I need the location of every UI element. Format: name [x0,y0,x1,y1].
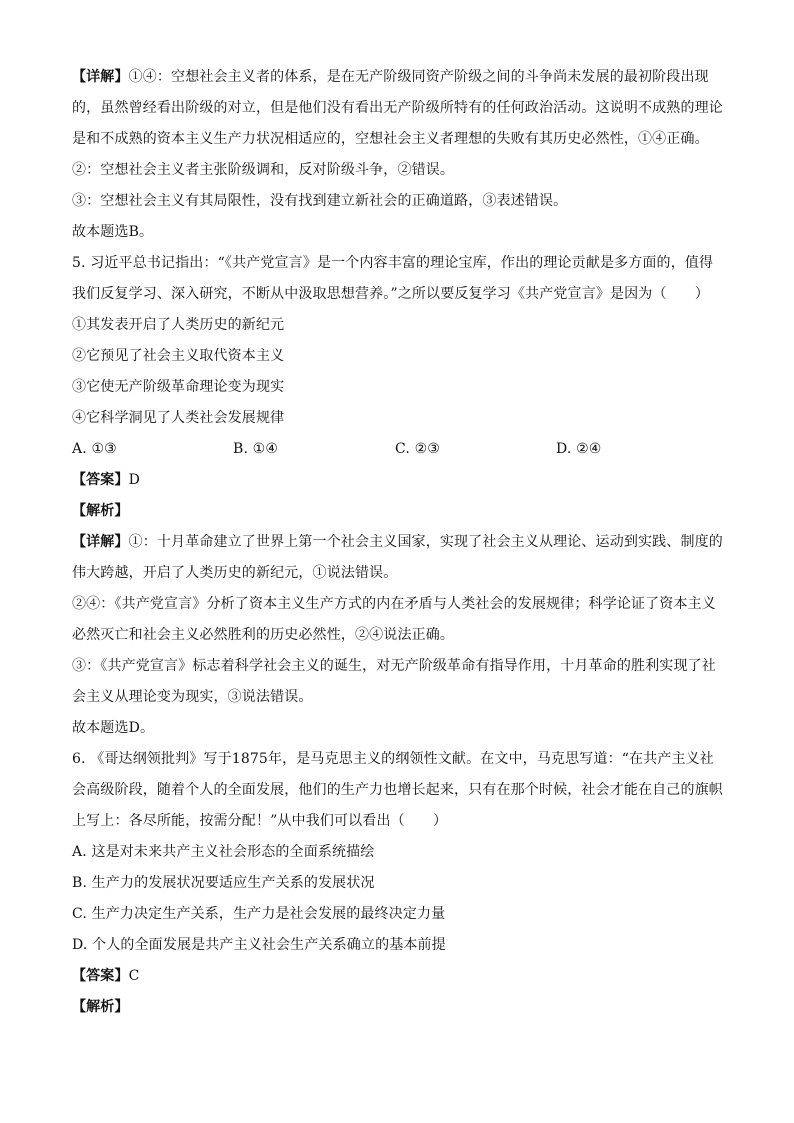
q5-explain-line-1: 【详解】①：十月革命建立了世界上第一个社会主义国家，实现了社会主义从理论、运动到实践、制度的 [72,534,723,550]
q5-option-a: A. ①③ [72,441,117,457]
q5-conclusion: 故本题选D。 [72,720,155,736]
explain-tag: 【详解】 [72,534,129,550]
q4-explain-line-5: ③：空想社会主义有其局限性，没有找到建立新社会的正确道路，③表述错误。 [72,193,568,209]
q5-stem-line-1: 5. 习近平总书记指出：“《共产党宣言》是一个内容丰富的理论宝库，作出的理论贡献是多方面的，值得 [72,255,714,271]
q4-explain-line-4: ②：空想社会主义者主张阶级调和，反对阶级斗争，②错误。 [72,162,455,178]
answer-value: C [128,968,140,984]
q5-item-1: ①其发表开启了人类历史的新纪元 [72,317,285,333]
q5-answer [72,465,722,496]
q5-option-b: B. ①④ [233,441,279,457]
q5-explain-line-4: 必然灭亡和社会主义必然胜利的历史必然性，②④说法正确。 [72,627,455,643]
q6-option-d: D. 个人的全面发展是共产主义社会生产关系确立的基本前提 [72,937,446,953]
q6-stem-line-1: 6. 《哥达纲领批判》写于1875年，是马克思主义的纲领性文献。在文中，马克思写道：“在共产主义社 [72,751,714,767]
q5-option-c: C. ②③ [395,441,440,457]
q4-conclusion: 故本题选B。 [72,224,154,240]
q5-explain-line-3: ②④：《共产党宣言》分析了资本主义生产方式的内在矛盾与人类社会的发展规律；科学论证了资本主义 [72,596,716,612]
q6-answer [72,961,722,992]
q5-item-2: ②它预见了社会主义取代资本主义 [72,348,285,364]
q6-option-c: C. 生产力决定生产关系，生产力是社会发展的最终决定力量 [72,906,446,922]
q5-option-d: D. ②④ [556,441,602,457]
q6-analysis-heading: 【解析】 [72,999,129,1015]
q6-option-b: B. 生产力的发展状况要适应生产关系的发展状况 [72,875,375,891]
q5-explain-line-5: ③：《共产党宣言》标志着科学社会主义的诞生，对无产阶级革命有指导作用，十月革命的胜利实现了社 [72,658,716,674]
q5-explain-line-6: 会主义从理论变为现实，③说法错误。 [72,689,313,705]
q4-explain-line-3: 是和不成熟的资本主义生产力状况相适应的，空想社会主义者理想的失败有其历史必然性，①④正确。 [72,131,709,147]
q5-explain-line-2: 伟大跨越，开启了人类历史的新纪元，①说法错误。 [72,565,398,581]
q5-item-3: ③它使无产阶级革命理论变为现实 [72,379,285,395]
q6-stem-line-3: 上写上：各尽所能，按需分配！”从中我们可以看出（ ） [72,813,448,829]
q4-explain-line-1: 【详解】①④：空想社会主义者的体系，是在无产阶级同资产阶级之间的斗争尚未发展的最初阶段出现 [72,69,709,85]
q4-explain-line-2: 的，虽然曾经看出阶级的对立，但是他们没有看出无产阶级所特有的任何政治活动。这说明不成熟的理论 [72,100,723,116]
explain-tag: 【详解】 [72,69,129,85]
answer-tag: 【答案】 [72,472,129,488]
answer-tag: 【答案】 [72,968,129,984]
q6-option-a: A. 这是对未来共产主义社会形态的全面系统描绘 [72,844,375,860]
q6-stem-line-2: 会高级阶段，随着个人的全面发展，他们的生产力也增长起来，只有在那个时候，社会才能在自己的旗帜 [72,782,723,798]
q5-options [72,434,722,465]
answer-value: D [128,472,140,488]
q5-stem-line-2: 我们反复学习、深入研究，不断从中汲取思想营养。”之所以要反复学习《共产党宣言》是因为（ ） [72,286,710,302]
q5-analysis-heading: 【解析】 [72,503,129,519]
document-page [72,62,722,1023]
q5-item-4: ④它科学洞见了人类社会发展规律 [72,410,285,426]
